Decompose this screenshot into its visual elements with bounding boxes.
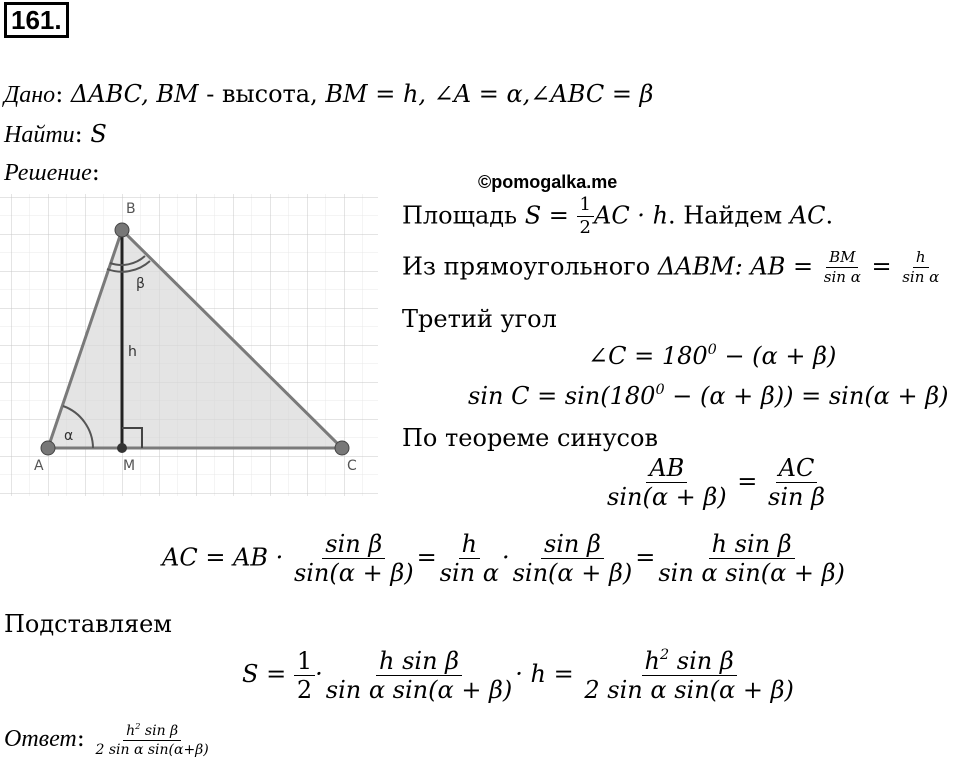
ratio-d2: sin β bbox=[768, 483, 825, 512]
angle-c-right: − (α + β) bbox=[716, 342, 837, 371]
area-prefix: Площадь bbox=[402, 201, 525, 230]
area-suffix: . Найдем bbox=[668, 201, 790, 230]
s-d3: 2 sin α sin(α + β) bbox=[584, 676, 794, 705]
f2-num: h bbox=[913, 250, 929, 268]
ac-frac-2 bbox=[437, 532, 502, 586]
area-dot: . bbox=[825, 201, 834, 230]
given-line: Дано: ΔABC, BM - высота, BM = h, ∠A = α,∠ABC = β bbox=[4, 80, 654, 108]
label-m: M bbox=[123, 458, 136, 474]
watermark: ©pomogalka.me bbox=[478, 172, 618, 192]
label-c: C bbox=[347, 458, 357, 474]
substitute-line: Подставляем bbox=[4, 610, 172, 638]
find-label: Найти bbox=[4, 122, 75, 148]
ab-eq: = bbox=[863, 252, 900, 281]
ac-d1: sin(α + β) bbox=[293, 559, 414, 588]
s-n1: 1 bbox=[294, 649, 315, 676]
answer-num-exp: 2 bbox=[135, 721, 141, 731]
sin-c-right: − (α + β)) = sin(α + β) bbox=[664, 382, 949, 411]
s-frac-1 bbox=[294, 646, 315, 704]
sin-c-exp: 0 bbox=[655, 382, 665, 398]
answer-den: 2 sin α sin(α+β) bbox=[95, 741, 209, 758]
s-lhs: S = bbox=[242, 660, 287, 689]
ratio-line bbox=[604, 456, 828, 510]
find-line: Найти: S bbox=[4, 120, 107, 148]
half-den: 2 bbox=[579, 216, 591, 238]
ac-eq2: = bbox=[635, 543, 656, 572]
ac-d4: sin α sin(α + β) bbox=[658, 559, 845, 588]
s-n3-exp: 2 bbox=[659, 647, 670, 663]
ac-n2: h bbox=[459, 532, 480, 559]
find-value: S bbox=[90, 120, 107, 148]
given-values: BM = h, ∠A = α,∠ABC = β bbox=[325, 80, 654, 108]
s-equation bbox=[242, 648, 797, 703]
point-b bbox=[115, 223, 129, 237]
ac-d2: sin α bbox=[439, 559, 499, 588]
point-a bbox=[41, 441, 55, 455]
ac-dot: · bbox=[501, 543, 510, 572]
ab-triangle: ΔABM: AB = bbox=[657, 252, 821, 281]
solution-line: Решение: bbox=[4, 158, 100, 186]
f1-den: sin α bbox=[823, 267, 861, 286]
answer-fraction bbox=[92, 722, 211, 757]
ratio-fraction-2 bbox=[765, 456, 828, 510]
f1-num: BM bbox=[826, 250, 858, 268]
ac-n4: h sin β bbox=[709, 532, 795, 559]
s-n2: h sin β bbox=[376, 649, 462, 676]
s-n3-base: h bbox=[644, 647, 660, 676]
area-ac: AC bbox=[789, 201, 826, 230]
ac-equation bbox=[162, 532, 848, 586]
label-b: B bbox=[126, 201, 136, 217]
fraction-h-sina bbox=[899, 250, 942, 286]
label-h: h bbox=[128, 344, 137, 360]
angle-c-exp: 0 bbox=[707, 342, 717, 358]
s-n3-rest: sin β bbox=[669, 647, 734, 676]
s-d1: 2 bbox=[296, 675, 313, 704]
triangle-figure bbox=[0, 194, 378, 496]
ab-line bbox=[402, 250, 942, 286]
ratio-eq: = bbox=[737, 467, 758, 496]
ac-n3: sin β bbox=[541, 532, 604, 559]
third-angle-line: Третий угол bbox=[402, 305, 557, 333]
ab-prefix: Из прямоугольного bbox=[402, 252, 658, 281]
area-line bbox=[402, 196, 833, 238]
answer-label: Ответ bbox=[4, 726, 77, 753]
s-d2: sin α sin(α + β) bbox=[325, 675, 513, 704]
s-frac-2 bbox=[323, 646, 516, 704]
answer-line: Ответ: $\frac{h^2 \sin \beta}{\text{2 sin α sin(α+β)}}$ bbox=[4, 722, 212, 757]
ac-d3: sin(α + β) bbox=[512, 559, 633, 588]
sin-c-left: sin C = sin(180 bbox=[468, 382, 656, 411]
ac-eq1: = bbox=[416, 543, 437, 572]
angle-c-line bbox=[588, 342, 836, 370]
ac-frac-1 bbox=[291, 532, 417, 586]
solution-label: Решение bbox=[4, 160, 92, 186]
area-s: S = bbox=[524, 201, 577, 230]
area-expr: AC · h bbox=[593, 201, 669, 230]
law-of-sines-line: По теореме синусов bbox=[402, 424, 658, 452]
given-label: Дано bbox=[4, 82, 56, 108]
f2-den: sin α bbox=[902, 267, 940, 286]
ac-lhs: AC = AB · bbox=[162, 543, 284, 572]
point-c bbox=[335, 441, 349, 455]
ac-n1: sin β bbox=[322, 532, 385, 559]
fraction-half bbox=[577, 196, 594, 238]
given-height-word: - высота, bbox=[198, 80, 326, 108]
ratio-d1: sin(α + β) bbox=[607, 483, 727, 512]
label-alpha: α bbox=[64, 428, 74, 444]
ac-frac-4 bbox=[655, 532, 848, 586]
label-a: A bbox=[34, 458, 44, 474]
s-dot1: · bbox=[315, 660, 323, 689]
sin-c-line bbox=[468, 382, 949, 410]
angle-c-left: ∠C = 180 bbox=[588, 342, 708, 371]
given-triangle: ΔABC, BM bbox=[70, 80, 199, 108]
ratio-n1: AB bbox=[646, 456, 687, 483]
problem-number: 161. bbox=[4, 2, 69, 38]
half-num: 1 bbox=[577, 196, 594, 217]
ratio-fraction-1 bbox=[604, 456, 730, 510]
s-frac-3 bbox=[581, 648, 796, 703]
answer-num-base: h bbox=[126, 722, 136, 739]
answer-num-rest: sin β bbox=[140, 722, 179, 739]
s-dot2: · h = bbox=[515, 660, 574, 689]
ratio-n2: AC bbox=[776, 456, 818, 483]
label-beta: β bbox=[136, 276, 145, 292]
point-m bbox=[117, 443, 127, 453]
ac-frac-3 bbox=[510, 532, 636, 586]
fraction-bm-sina bbox=[821, 250, 864, 286]
